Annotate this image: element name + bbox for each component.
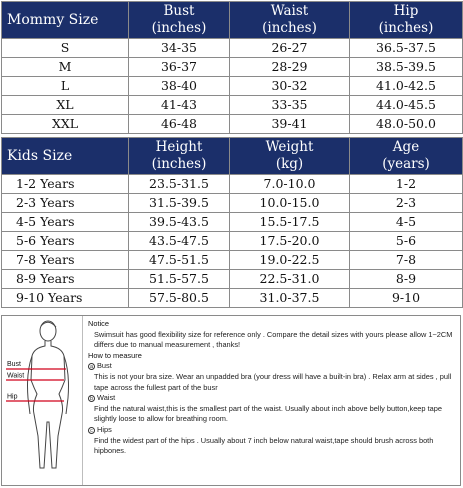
mommy-header-row: [2, 2, 463, 39]
kids-table-cell: 22.5-31.0: [230, 270, 350, 289]
kids-table-cell: 31.0-37.5: [230, 289, 350, 308]
mommy-table-cell: 33-35: [230, 96, 350, 115]
mommy-header-cell: Waist (inches): [230, 2, 350, 39]
mommy-table-cell: 30-32: [230, 77, 350, 96]
table-row: [2, 270, 463, 289]
kids-table-cell: 2-3: [350, 194, 463, 213]
kids-table-cell: 7-8: [350, 251, 463, 270]
kids-table-cell: 5-6 Years: [2, 232, 129, 251]
kids-table-cell: 51.5-57.5: [129, 270, 230, 289]
kids-header-cell: Weight (kg): [230, 138, 350, 175]
mommy-table-cell: 34-35: [129, 39, 230, 58]
kids-header-cell: Age (years): [350, 138, 463, 175]
kids-table-cell: 57.5-80.5: [129, 289, 230, 308]
waist-marker-icon: b: [88, 395, 95, 402]
kids-table-cell: 2-3 Years: [2, 194, 129, 213]
kids-table-cell: 4-5 Years: [2, 213, 129, 232]
kids-table-cell: 7.0-10.0: [230, 175, 350, 194]
kids-header-row: [2, 138, 463, 175]
table-row: [2, 77, 463, 96]
mommy-table-cell: 36-37: [129, 58, 230, 77]
notice-title: Notice: [88, 319, 109, 328]
kids-table-cell: 15.5-17.5: [230, 213, 350, 232]
mommy-table-cell: 39-41: [230, 115, 350, 134]
notes-divider: [82, 316, 83, 485]
kids-table-cell: 43.5-47.5: [129, 232, 230, 251]
hip-label: Hip: [7, 393, 18, 401]
mommy-header-cell: Bust (inches): [129, 2, 230, 39]
kids-table-cell: 47.5-51.5: [129, 251, 230, 270]
kids-table-cell: 5-6: [350, 232, 463, 251]
kids-table-cell: 4-5: [350, 213, 463, 232]
notice-text: Swimsuit has good flexibility size for reference only . Compare the detail sizes with yours please allow 1~2CM differs due to manual measurement , thanks!: [94, 329, 453, 350]
mommy-table-cell: 26-27: [230, 39, 350, 58]
body-figure-illustration: [4, 318, 80, 481]
waist-heading: [88, 393, 458, 404]
table-row: [2, 194, 463, 213]
mommy-size-table: [1, 1, 463, 134]
mommy-table-cell: S: [2, 39, 129, 58]
kids-table-cell: 9-10 Years: [2, 289, 129, 308]
kids-table-cell: 23.5-31.5: [129, 175, 230, 194]
hips-title: Hips: [97, 424, 112, 434]
bust-heading: [88, 361, 458, 372]
kids-table-cell: 9-10: [350, 289, 463, 308]
mommy-table-cell: XL: [2, 96, 129, 115]
mommy-table-cell: 41-43: [129, 96, 230, 115]
how-to-measure-title: How to measure: [88, 350, 142, 360]
mommy-table-cell: 38-40: [129, 77, 230, 96]
notes-text: [88, 319, 458, 457]
kids-size-table: [1, 137, 463, 308]
table-row: [2, 232, 463, 251]
bust-label: Bust: [7, 361, 22, 368]
table-row: [2, 175, 463, 194]
bust-title: Bust: [97, 361, 112, 371]
hips-marker-icon: c: [88, 427, 95, 434]
waist-text: Find the natural waist,this is the smallest part of the waist. Usually about inch above belly button,keep tape slightly loose to allow for breathing room.: [94, 403, 442, 424]
kids-table-cell: 8-9 Years: [2, 270, 129, 289]
mommy-table-cell: 38.5-39.5: [350, 58, 463, 77]
table-row: [2, 39, 463, 58]
mommy-table-cell: L: [2, 77, 129, 96]
kids-table-cell: 1-2 Years: [2, 175, 129, 194]
kids-table-cell: 19.0-22.5: [230, 251, 350, 270]
mommy-table-cell: 48.0-50.0: [350, 115, 463, 134]
table-row: [2, 115, 463, 134]
kids-table-cell: 17.5-20.0: [230, 232, 350, 251]
mommy-table-cell: M: [2, 58, 129, 77]
mommy-header-cell: Hip (inches): [350, 2, 463, 39]
bust-text: This is not your bra size. Wear an unpadded bra (your dress will have a built-in bra) . Relax arm at sides , pull tape across the fullest part of the busr: [94, 371, 452, 392]
bust-marker-icon: a: [88, 363, 95, 370]
table-row: [2, 289, 463, 308]
table-row: [2, 58, 463, 77]
kids-table-cell: 39.5-43.5: [129, 213, 230, 232]
kids-table-cell: 1-2: [350, 175, 463, 194]
table-row: [2, 96, 463, 115]
mommy-table-cell: 28-29: [230, 58, 350, 77]
mommy-table-cell: 41.0-42.5: [350, 77, 463, 96]
kids-header-cell: Kids Size: [2, 138, 129, 175]
mommy-table-cell: XXL: [2, 115, 129, 134]
hips-text: Find the widest part of the hips . Usually about 7 inch below natural waist,tape should brush across both hipbones.: [94, 435, 434, 456]
waist-label: Waist: [7, 372, 25, 380]
kids-header-cell: Height (inches): [129, 138, 230, 175]
kids-table-cell: 31.5-39.5: [129, 194, 230, 213]
mommy-header-cell: Mommy Size: [2, 2, 129, 39]
kids-table-cell: 8-9: [350, 270, 463, 289]
mommy-table-cell: 44.0-45.5: [350, 96, 463, 115]
table-row: [2, 213, 463, 232]
kids-table-cell: 10.0-15.0: [230, 194, 350, 213]
mommy-table-cell: 46-48: [129, 115, 230, 134]
measure-notes: [1, 315, 461, 486]
mommy-table-cell: 36.5-37.5: [350, 39, 463, 58]
kids-table-cell: 7-8 Years: [2, 251, 129, 270]
hips-heading: [88, 425, 458, 436]
waist-title: Waist: [97, 393, 116, 403]
table-row: [2, 251, 463, 270]
